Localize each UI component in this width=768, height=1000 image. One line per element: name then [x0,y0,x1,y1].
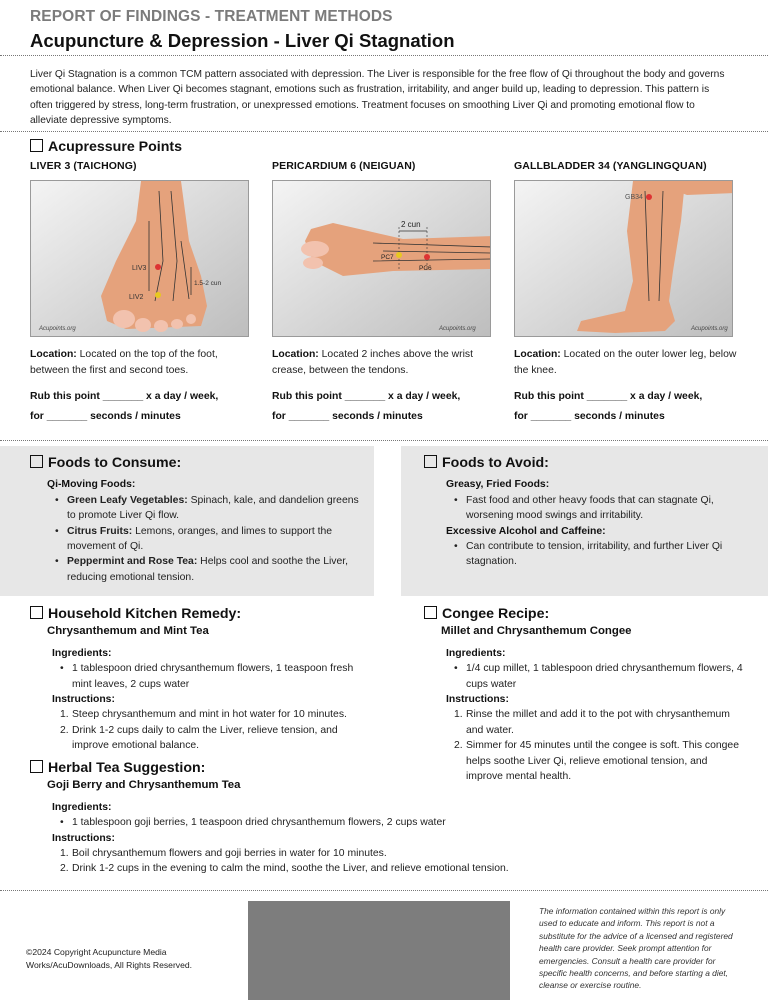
point-label: LIV2 [129,294,144,301]
point-label: PC6 [419,265,432,272]
food-subheading: Excessive Alcohol and Caffeine: [446,525,606,537]
rub-duration-line: for _______ seconds / minutes [272,411,423,422]
image-credit: Acupoints.org [439,326,476,332]
ingredients-label: Ingredients: [52,801,112,813]
food-list [446,539,744,570]
report-title: Acupuncture & Depression - Liver Qi Stagnation [30,30,455,51]
practice-logo-placeholder [248,901,510,1000]
food-list [47,493,360,585]
foods-consume-title: Foods to Consume: [30,455,360,471]
measure-label: 2 cun [401,220,421,229]
section-checkbox[interactable] [30,760,43,773]
kitchen-remedy-title: Household Kitchen Remedy: [30,606,370,622]
acupoint-name: PERICARDIUM 6 (NEIGUAN) [272,160,416,172]
section-checkbox[interactable] [30,455,43,468]
image-credit: Acupoints.org [691,326,728,332]
image-credit: Acupoints.org [39,326,76,332]
remedy-name: Chrysanthemum and Mint Tea [47,625,209,638]
instructions-list [52,846,730,877]
list-item: • Can contribute to tension, irritability, and further Liver Qi stagnation. [446,539,744,570]
list-item: 2. Drink 1-2 cups daily to calm the Liver, relieve tension, and improve emotional balance. [60,724,338,752]
intro-paragraph: Liver Qi Stagnation is a common TCM pattern associated with depression. The Liver is responsible for the free flow of Qi throughout the body and governs emotional balance. When Liver Qi becomes stagnant, emotions such as frustration, irritability, and anger build up, leading to depression. This pattern is often triggered by stress, long-term frustration, or unexpressed emotions. Treatment focuses on smoothing Liver Qi and promoting emotional flow to alleviate depressive symptoms. [30,69,725,127]
instructions-label: Instructions: [52,694,115,706]
herbal-tea-section [30,760,730,877]
divider [0,890,768,891]
herbal-tea-title: Herbal Tea Suggestion: [30,760,730,776]
list-item: • Peppermint and Rose Tea: Helps cool and soothe the Liver, reducing emotional tension. [47,554,360,585]
section-checkbox[interactable] [424,606,437,619]
rub-instructions [30,387,270,427]
rub-frequency-line: Rub this point _______ x a day / week, [272,391,461,402]
section-checkbox[interactable] [424,455,437,468]
divider [0,131,768,132]
acupoint-location: Location: Located on the top of the foot, between the first and second toes. [30,349,218,376]
acupoint-location: Location: Located 2 inches above the wrist crease, between the tendons. [272,349,473,376]
foods-consume-section [30,455,360,585]
list-item: • Green Leafy Vegetables: Spinach, kale, and dandelion greens to promote Liver Qi flow. [47,493,360,524]
acupoint-name: LIVER 3 (TAICHONG) [30,160,137,172]
foot-illustration [30,180,249,337]
instructions-label: Instructions: [446,694,509,706]
point-label: GB34 [625,194,643,201]
congee-section [424,606,746,784]
ingredients-label: Ingredients: [446,647,506,659]
list-item: 2. Drink 1-2 cups in the evening to calm the mind, soothe the Liver, and relieve emotional tension. [60,863,509,875]
list-item: 2. Simmer for 45 minutes until the congee is soft. This congee helps soothe Liver Qi, relieve emotional tension, and improve mental health. [454,740,739,783]
section-checkbox[interactable] [30,606,43,619]
list-item: • 1 tablespoon goji berries, 1 teaspoon dried chrysanthemum flowers, 2 cups water [52,815,730,830]
list-item: • Fast food and other heavy foods that can stagnate Qi, worsening mood swings and irritability. [446,493,744,524]
report-kicker: REPORT OF FINDINGS - TREATMENT METHODS [30,8,393,25]
ingredients-list [52,661,370,692]
acupoint-name: GALLBLADDER 34 (YANGLINGQUAN) [514,160,707,172]
rub-instructions [514,387,754,427]
acupoint-location: Location: Located on the outer lower leg, below the knee. [514,349,737,376]
section-checkbox[interactable] [30,139,43,152]
food-list [446,493,744,524]
ingredients-label: Ingredients: [52,647,112,659]
food-subheading: Greasy, Fried Foods: [446,479,550,491]
list-item: 1. Steep chrysanthemum and mint in hot water for 10 minutes. [60,709,347,721]
list-item: • Citrus Fruits: Lemons, oranges, and limes to support the movement of Qi. [47,524,360,555]
list-item: 1. Rinse the millet and add it to the pot with chrysanthemum and water. [454,709,730,736]
report-header [30,8,740,52]
acupoint-card-gallbladder34 [514,160,744,422]
rub-frequency-line: Rub this point _______ x a day / week, [30,391,219,402]
ingredients-list [52,815,730,830]
list-item: 1. Boil chrysanthemum flowers and goji berries in water for 10 minutes. [60,848,387,860]
point-label: PC7 [381,254,394,261]
foods-avoid-section [424,455,744,570]
wrist-illustration [272,180,491,337]
congee-title: Congee Recipe: [424,606,746,622]
list-item: • 1/4 cup millet, 1 tablespoon dried chrysanthemum flowers, 4 cups water [446,661,746,692]
kitchen-remedy-section [30,606,370,754]
recipe-name: Millet and Chrysanthemum Congee [441,625,632,638]
divider [0,440,768,441]
rub-frequency-line: Rub this point _______ x a day / week, [514,391,703,402]
rub-duration-line: for _______ seconds / minutes [514,411,665,422]
acupoint-card-liver3 [30,160,260,422]
medical-disclaimer: The information contained within this report is only used to educate and inform. This report is not a substitute for the advice of a licensed and registered health care provider. Seek prompt attention for emergencies. Consult a health care provider for specific health concerns, and before starting a diet, cleanse or exercise routine. [539,906,733,991]
acupressure-section-title: Acupressure Points [30,139,182,155]
acupoint-card-pericardium6 [272,160,502,422]
leg-illustration [514,180,733,337]
tea-name: Goji Berry and Chrysanthemum Tea [47,779,241,792]
instructions-label: Instructions: [52,832,115,844]
rub-instructions [272,387,512,427]
divider [0,55,768,56]
measure-label: 1.5-2 cun [194,280,222,287]
point-label: LIV3 [132,265,147,272]
ingredients-list [446,661,746,692]
list-item: • 1 tablespoon dried chrysanthemum flowers, 1 teaspoon fresh mint leaves, 2 cups water [52,661,370,692]
instructions-list [52,707,370,753]
rub-duration-line: for _______ seconds / minutes [30,411,181,422]
food-subheading: Qi-Moving Foods: [47,479,136,491]
copyright-notice: ©2024 Copyright Acupuncture Media Works/AcuDownloads, All Rights Reserved. [26,947,193,970]
foods-avoid-title: Foods to Avoid: [424,455,744,471]
